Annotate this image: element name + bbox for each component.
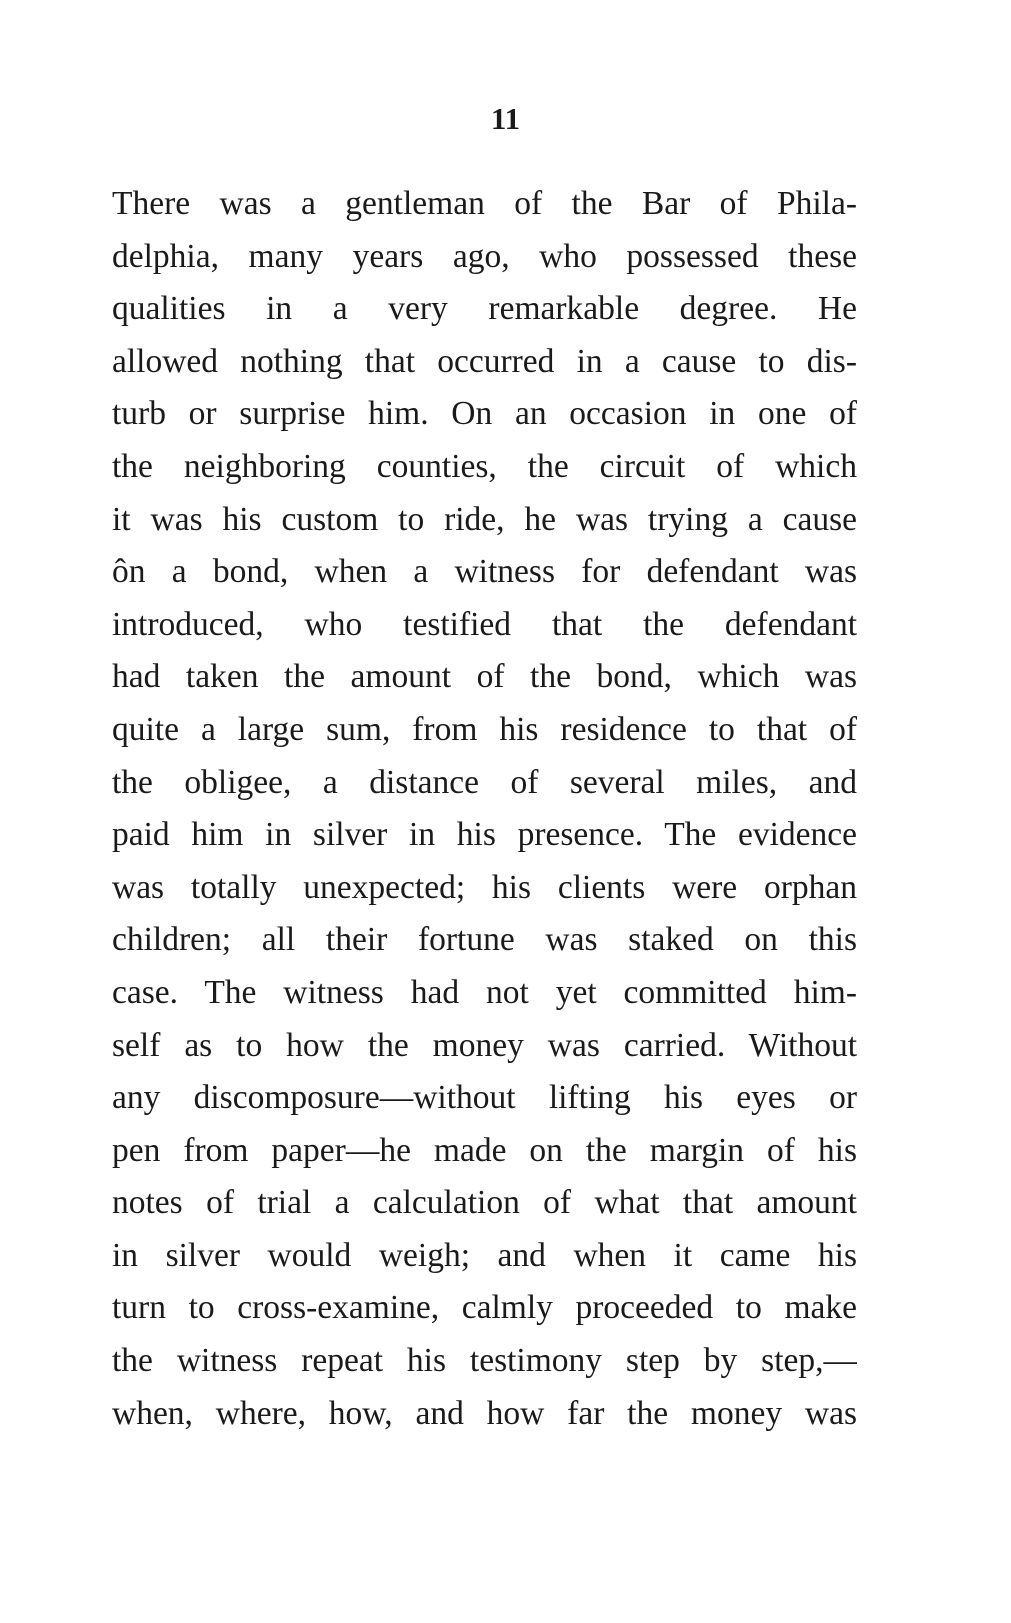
text-line: qualities in a very remarkable degree. He: [112, 290, 857, 328]
text-line: children; all their fortune was staked on this: [112, 921, 857, 959]
text-line: paid him in silver in his presence. The evidence: [112, 816, 857, 854]
text-line: when, where, how, and how far the money was: [112, 1394, 857, 1432]
text-line: quite a large sum, from his residence to that of: [112, 710, 857, 748]
text-line: pen from paper—he made on the margin of his: [112, 1131, 857, 1169]
text-line: notes of trial a calculation of what that amount: [112, 1184, 857, 1222]
text-line: the witness repeat his testimony step by step,—: [112, 1342, 857, 1380]
text-line: turb or surprise him. On an occasion in one of: [112, 395, 857, 433]
text-line: was totally unexpected; his clients were orphan: [112, 868, 857, 906]
text-line: had taken the amount of the bond, which was: [112, 658, 857, 696]
text-line: the obligee, a distance of several miles, and: [112, 763, 857, 801]
text-line: the neighboring counties, the circuit of which: [112, 447, 857, 485]
text-line: ôn a bond, when a witness for defendant was: [112, 553, 857, 591]
text-line: case. The witness had not yet committed him-: [112, 973, 857, 1011]
text-line: allowed nothing that occurred in a cause to dis-: [112, 342, 857, 380]
text-line: in silver would weigh; and when it came his: [112, 1236, 857, 1274]
page-number: 11: [490, 101, 521, 136]
text-line: introduced, who testified that the defendant: [112, 605, 857, 643]
text-line: it was his custom to ride, he was trying a cause: [112, 500, 857, 538]
text-line: self as to how the money was carried. Without: [112, 1026, 857, 1064]
text-line: There was a gentleman of the Bar of Phila-: [112, 185, 857, 222]
text-line: any discomposure—without lifting his eyes or: [112, 1079, 857, 1117]
text-line: turn to cross-examine, calmly proceeded to make: [112, 1289, 857, 1327]
body-text: [112, 178, 857, 1440]
text-line: delphia, many years ago, who possessed these: [112, 237, 857, 275]
